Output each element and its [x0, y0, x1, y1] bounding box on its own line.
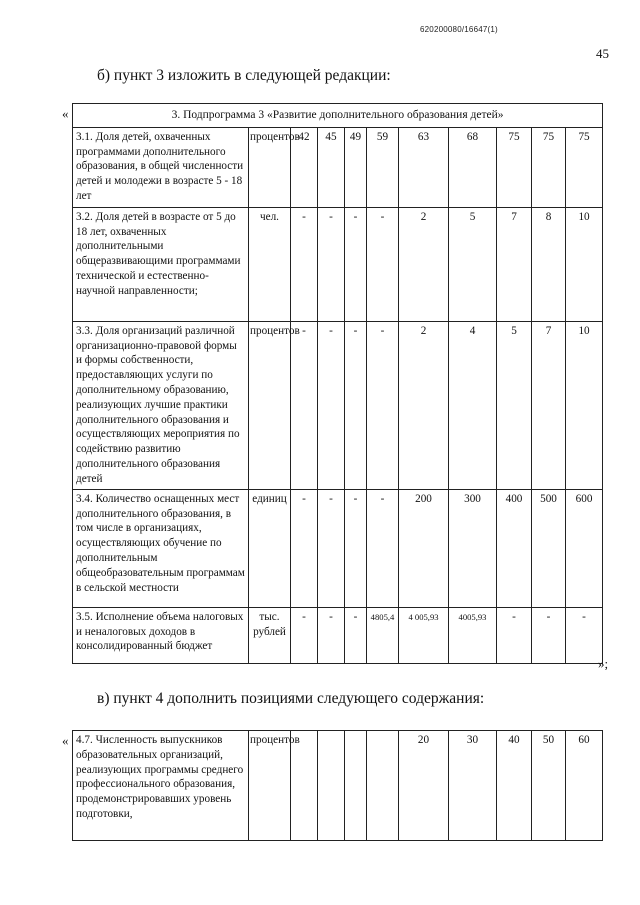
row-unit: тыс. рублей: [249, 607, 291, 663]
value-cell: -: [318, 321, 345, 489]
value-cell: -: [345, 207, 367, 321]
value-cell: 40: [497, 731, 532, 841]
value-cell: [345, 731, 367, 841]
value-cell: 10: [566, 321, 603, 489]
open-quote-b: «: [62, 106, 69, 121]
value-cell: 75: [532, 127, 566, 207]
value-cell: 4805,4: [367, 607, 399, 663]
value-cell: 2: [399, 321, 449, 489]
value-cell: -: [367, 321, 399, 489]
value-cell: -: [318, 207, 345, 321]
row-label: 3.2. Доля детей в возрасте от 5 до 18 лет, охваченных дополнительными общеразвивающими программами технической и естественно-научной направленности;: [73, 207, 249, 321]
value-cell: 4005,93: [449, 607, 497, 663]
value-cell: 75: [497, 127, 532, 207]
value-cell: 49: [345, 127, 367, 207]
value-cell: -: [291, 607, 318, 663]
value-cell: -: [566, 607, 603, 663]
value-cell: -: [367, 489, 399, 607]
subprogram-3-table: [72, 103, 603, 664]
row-unit: процентов: [249, 127, 291, 207]
section-4-table: [72, 730, 603, 841]
value-cell: 7: [497, 207, 532, 321]
row-unit: процентов: [249, 731, 291, 841]
value-cell: [367, 731, 399, 841]
value-cell: -: [318, 489, 345, 607]
row-label: 4.7. Численность выпускников образовательных организаций, реализующих программы среднего профессионального образования, продемонстрировавших уровень подготовки,: [73, 731, 249, 841]
value-cell: 200: [399, 489, 449, 607]
table-row: [73, 207, 603, 321]
value-cell: 8: [532, 207, 566, 321]
open-quote-c: «: [62, 733, 69, 748]
page-number: 45: [596, 46, 609, 61]
value-cell: 500: [532, 489, 566, 607]
table-row: [73, 321, 603, 489]
value-cell: [291, 731, 318, 841]
value-cell: 300: [449, 489, 497, 607]
value-cell: -: [345, 607, 367, 663]
value-cell: 50: [532, 731, 566, 841]
table-row: [73, 731, 603, 841]
value-cell: 4 005,93: [399, 607, 449, 663]
section-b-heading: б) пункт 3 изложить в следующей редакции:: [97, 67, 391, 84]
row-label: 3.1. Доля детей, охваченных программами дополнительного образования, в общей численности детей и молодежи в возрасте 5 - 18 лет: [73, 127, 249, 207]
value-cell: -: [345, 321, 367, 489]
value-cell: 20: [399, 731, 449, 841]
value-cell: 42: [291, 127, 318, 207]
value-cell: -: [532, 607, 566, 663]
row-unit: процентов: [249, 321, 291, 489]
value-cell: 59: [367, 127, 399, 207]
row-label: 3.3. Доля организаций различной организационно-правовой формы и формы собственности, предоставляющих услуги по дополнительному образованию, реализующих лучшие практики дополнительного образования и осуществляющих мероприятия по содействию развитию дополнительного образования детей: [73, 321, 249, 489]
table-row: [73, 127, 603, 207]
row-label: 3.4. Количество оснащенных мест дополнительного образования, в том числе в организациях, осуществляющих обучение по дополнительным общеобразовательным программам в сельской местности: [73, 489, 249, 607]
value-cell: 75: [566, 127, 603, 207]
value-cell: 45: [318, 127, 345, 207]
value-cell: 7: [532, 321, 566, 489]
value-cell: -: [497, 607, 532, 663]
table-row: [73, 607, 603, 663]
value-cell: 400: [497, 489, 532, 607]
value-cell: -: [291, 321, 318, 489]
table-row: [73, 489, 603, 607]
row-unit: чел.: [249, 207, 291, 321]
value-cell: -: [291, 489, 318, 607]
value-cell: 2: [399, 207, 449, 321]
document-number: 620200080/16647(1): [420, 25, 498, 34]
value-cell: 63: [399, 127, 449, 207]
value-cell: 10: [566, 207, 603, 321]
section-c-heading: в) пункт 4 дополнить позициями следующего содержания:: [97, 690, 485, 707]
row-unit: единиц: [249, 489, 291, 607]
value-cell: -: [345, 489, 367, 607]
value-cell: 5: [497, 321, 532, 489]
value-cell: -: [367, 207, 399, 321]
value-cell: -: [318, 607, 345, 663]
row-label: 3.5. Исполнение объема налоговых и неналоговых доходов в консолидированный бюджет: [73, 607, 249, 663]
value-cell: 5: [449, 207, 497, 321]
subprogram-title: 3. Подпрограмма 3 «Развитие дополнительного образования детей»: [73, 104, 603, 128]
value-cell: 68: [449, 127, 497, 207]
value-cell: [318, 731, 345, 841]
value-cell: 600: [566, 489, 603, 607]
value-cell: 4: [449, 321, 497, 489]
value-cell: 60: [566, 731, 603, 841]
value-cell: 30: [449, 731, 497, 841]
close-quote-b: »;: [598, 656, 609, 671]
value-cell: -: [291, 207, 318, 321]
